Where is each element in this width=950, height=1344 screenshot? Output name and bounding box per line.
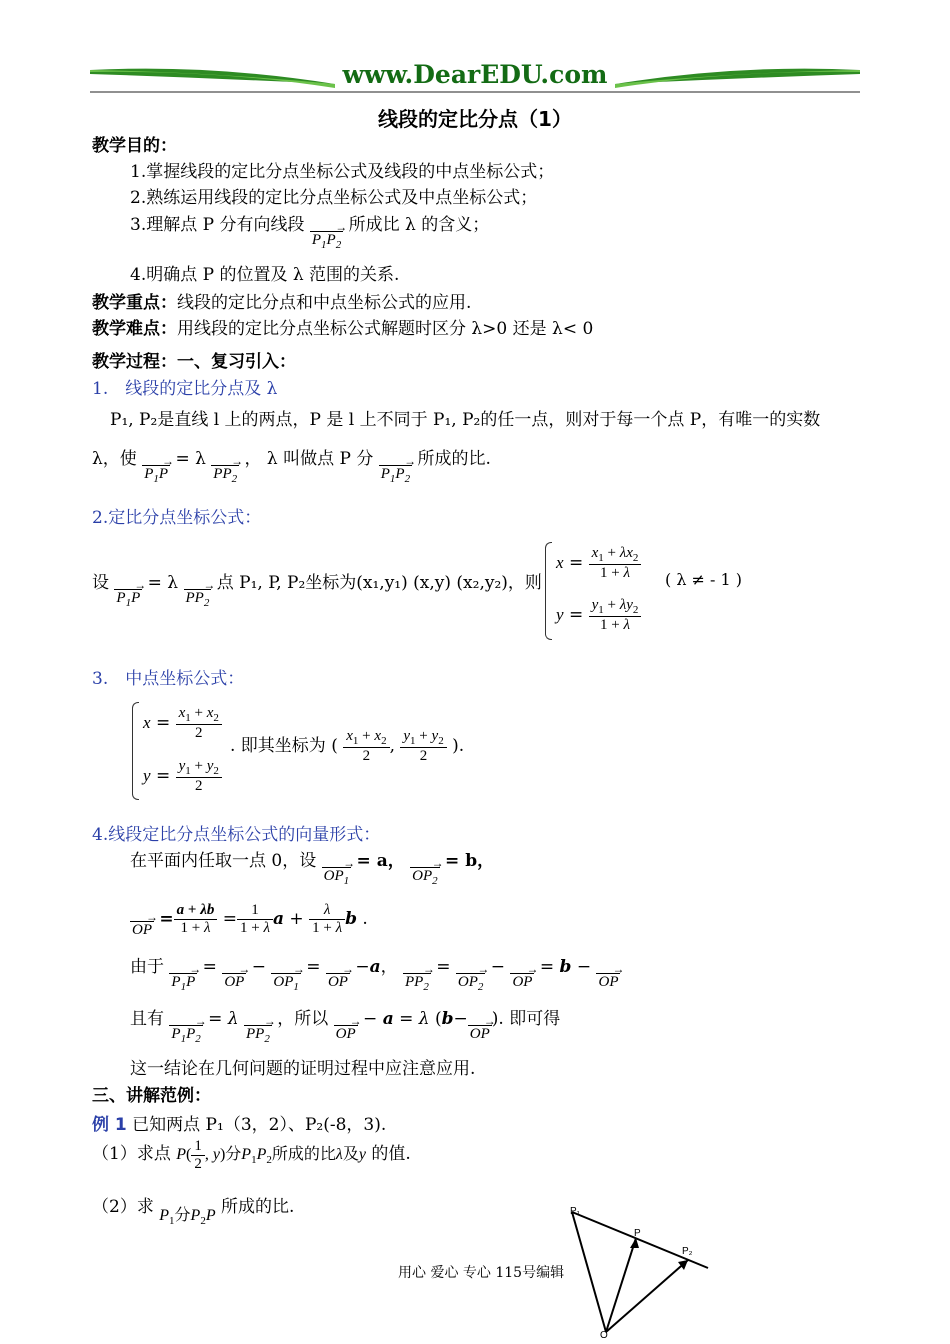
- vector-OP1: → $OP_1$: [322, 867, 352, 889]
- s4-line5: 这一结论在几何问题的证明过程中应注意应用.: [130, 1059, 476, 1079]
- s1-text-c: ， λ 叫做点 P 分: [244, 449, 374, 469]
- geometry-figure: [548, 1200, 718, 1340]
- goal-item-3-a: 3.理解点 P 分有向线段: [130, 215, 305, 235]
- q2-math: $P_1$分$P_2P$: [159, 1207, 216, 1228]
- s4-line2: → OP = $\frac{a + \lambda b}{1 + \lambda}$ = $\frac{1}{1 + \lambda}$ a + $\frac{\lambda}{1 + \lambda}$ b .: [130, 902, 368, 938]
- section5-heading: 三、讲解范例：: [92, 1086, 211, 1106]
- q1-text-a: （1）求点: [92, 1144, 171, 1165]
- s4-text-4b: ，所以: [277, 1009, 329, 1029]
- s4-text-1b: = a，: [356, 851, 405, 871]
- midpoint-frac-y: $\frac{y_1 + y_2}{2}$: [400, 728, 446, 765]
- example-text: 已知两点 P₁（3，2）、P₂(-8，3).: [132, 1115, 387, 1135]
- system-brace-1: [545, 542, 552, 640]
- s4-line4: 且有 → $P_1P_2 = \lambda \to PP_2$ ，所以 → OP − a = λ (b−→ OP). 即可得: [130, 1004, 560, 1047]
- s4-text-1a: 在平面内任取一点 0，设: [130, 851, 317, 871]
- q2-text-b: 所成的比.: [221, 1197, 295, 1217]
- midpoint-y: y = $\frac{y_1 + y_2}{2}$: [143, 758, 222, 795]
- s1-text-d: 所成的比.: [417, 449, 491, 469]
- vector-OP-4a: → OP: [334, 1025, 358, 1042]
- midpoint-x: x = $\frac{x_1 + x_2}{2}$: [143, 705, 222, 742]
- example-q2: [92, 1192, 294, 1227]
- footer: 用心 爱心 专心 115号编辑: [398, 1265, 565, 1281]
- section1-line2: [92, 444, 491, 487]
- goal-item-3-b: 所成比 λ 的含义；: [348, 215, 490, 235]
- key-point-text: 线段的定比分点和中点坐标公式的应用.: [177, 293, 472, 313]
- s4-line1: [130, 846, 494, 889]
- vector-OP-3d: → OP: [596, 973, 620, 990]
- vector-P1P2-b: → $P_1P_2$: [379, 465, 412, 487]
- process-label: 教学过程：: [92, 352, 177, 372]
- vector-P1P: → $P_1P$: [142, 465, 170, 487]
- header-banner: [90, 62, 860, 96]
- process-text: 一、复习引入：: [177, 352, 296, 372]
- vector-OP2: → $OP_2$: [410, 867, 440, 889]
- vector-PP2-4: → $PP_2$: [244, 1025, 272, 1047]
- label-P2: P₂: [682, 1246, 693, 1257]
- vector-P1P2-4: → $P_1P_2$: [169, 1025, 202, 1047]
- q2-text-a: （2）求: [92, 1197, 154, 1217]
- example-label: 例 1: [92, 1115, 127, 1135]
- vector-OP-3a: → OP: [222, 973, 246, 990]
- system-brace-2: [132, 702, 139, 800]
- vector-P1P2: → $P_1P_2$: [310, 231, 343, 253]
- s2-text-b: = λ: [147, 573, 179, 593]
- q1-text-b: 的值.: [371, 1144, 411, 1165]
- s4-text-1c: = b，: [445, 851, 495, 871]
- difficulty-text: 用线段的定比分点坐标公式解题时区分 λ>0 还是 λ< 0: [177, 319, 594, 339]
- page-title: 线段的定比分点（1）: [378, 107, 572, 131]
- goal-item-1: 1.掌握线段的定比分点坐标公式及线段的中点坐标公式；: [130, 162, 555, 182]
- section1-heading: 1. 线段的定比分点及 λ: [92, 379, 278, 399]
- section2-heading: 2.定比分点坐标公式：: [92, 508, 262, 528]
- vector-PP2-2: → $PP_2$: [184, 589, 212, 611]
- s4-text-4: 且有: [130, 1009, 164, 1029]
- vector-OP-3c: → OP: [510, 973, 534, 990]
- goal-item-3: [130, 210, 489, 253]
- midpoint-frac-x: $\frac{x_1 + x_2}{2}$: [343, 728, 389, 765]
- goal-item-4: 4.明确点 P 的位置及 λ 范围的关系.: [130, 265, 400, 285]
- q1-math: P( $\frac{1}{2}$ , y)分$P_1P_2$所成的比λ及y: [176, 1138, 366, 1172]
- key-point: [92, 288, 471, 313]
- s4-text-3: 由于: [130, 957, 164, 977]
- key-point-label: 教学重点：: [92, 293, 177, 313]
- goals-heading: 教学目的：: [92, 136, 177, 156]
- difficulty-label: 教学难点：: [92, 319, 177, 339]
- s4-line3: 由于 → $P_1P$ = → OP − → $OP_1$ = → OP −a， → $PP_2$ = → $OP_2$ − → OP = b − → OP: [130, 952, 620, 995]
- label-O: O: [600, 1330, 608, 1340]
- example-1: [92, 1110, 386, 1135]
- label-P1: P₁: [570, 1206, 581, 1217]
- difficulty: [92, 314, 593, 339]
- section1-line1: P₁, P₂是直线 l 上的两点，P 是 l 上不同于 P₁, P₂的任一点，则对于每一个点 P，有唯一的实数: [110, 410, 821, 430]
- vector-OP1-3: → $OP_1$: [271, 973, 301, 995]
- formula-y: y = $\frac{y_1 + \lambda y_2}{1 + \lambda}$: [556, 597, 641, 634]
- s2-text-c: 点 P₁, P, P₂坐标为(x₁,y₁) (x,y) (x₂,y₂)，则: [216, 573, 542, 593]
- vector-OP-3b: → OP: [326, 973, 350, 990]
- frac-1: $\frac{1}{1 + \lambda}$: [237, 902, 273, 937]
- s3-end: ).: [452, 736, 465, 756]
- vector-PP2-3: → $PP_2$: [403, 973, 431, 995]
- vector-P1P-2: → $P_1P$: [114, 589, 142, 611]
- section4-heading: 4.线段定比分点坐标公式的向量形式：: [92, 825, 381, 845]
- label-P: P: [634, 1228, 641, 1239]
- vector-PP2: → $PP_2$: [211, 465, 239, 487]
- example-q1: [92, 1138, 411, 1173]
- s1-text-b: = λ: [175, 449, 206, 469]
- s4-text-4c: . 即可得: [498, 1009, 561, 1029]
- s3-text: . 即其坐标为 (: [230, 736, 338, 756]
- frac-a-lb: $\frac{a + \lambda b}{1 + \lambda}$: [174, 902, 218, 937]
- section3-heading: 3. 中点坐标公式：: [92, 669, 245, 689]
- vector-OP-4b: → OP: [468, 1025, 492, 1042]
- s1-text-a: λ，使: [92, 449, 137, 469]
- section2-formula-line: [92, 568, 542, 611]
- process: [92, 347, 296, 372]
- s2-text-a: 设: [92, 573, 109, 593]
- site-name: www.DearEDU.com: [342, 60, 608, 89]
- vector-OP2-3: → $OP_2$: [456, 973, 486, 995]
- vector-OP: → OP: [130, 921, 154, 938]
- frac-lambda: $\frac{\lambda}{1 + \lambda}$: [309, 902, 345, 937]
- lambda-condition: ( λ ≠ - 1 ): [665, 570, 743, 589]
- goal-item-2: 2.熟练运用线段的定比分点坐标公式及中点坐标公式；: [130, 188, 538, 208]
- vector-P1P-3: → $P_1P$: [169, 973, 197, 995]
- formula-x: x = $\frac{x_1 + \lambda x_2}{1 + \lambda}$: [556, 545, 641, 582]
- midpoint-coords: . 即其坐标为 ( $\frac{x_1 + x_2}{2}$ , $\frac{y_1 + y_2}{2}$ ).: [230, 728, 465, 764]
